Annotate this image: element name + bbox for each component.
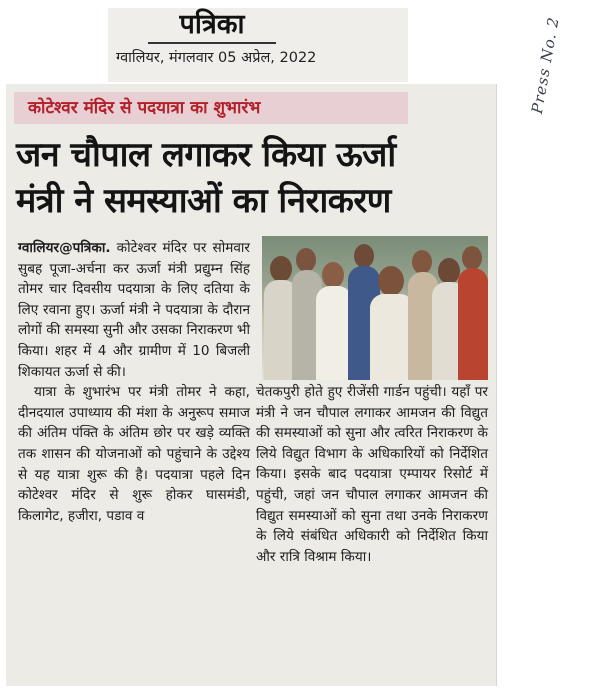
article-column-2 (256, 382, 488, 567)
article-column-1 (18, 238, 250, 526)
article-headline (16, 132, 486, 224)
paragraph-3: चेतकपुरी होते हुए रीजेंसी गार्डन पहुंची। यहाँ पर मंत्री ने जन चौपाल लगाकर आमजन की विद्युत की समस्याओं को सुना और त्वरित निराकरण के लिये विद्युत विभाग के अधिकारियों को निर्देशित किया। इसके बाद पदयात्रा एम्पायर रिसोर्ट में पहुंची, जहां जन चौपाल लगाकर आमजन की विद्युत समस्याओं को सुना तथा उनके निराकरण के लिये संबंधित अधिकारी को निर्देशित किया और रात्रि विश्राम किया। (256, 384, 488, 565)
byline: ग्वालियर@पत्रिका. (18, 240, 111, 256)
newspaper-logo: पत्रिका (148, 8, 276, 44)
paragraph-2: यात्रा के शुभारंभ पर मंत्री तोमर ने कहा, दीनदयाल उपाध्याय की मंशा के अनुरूप समाज की अंतिम पंक्ति के अंतिम छोर पर खड़े व्यक्ति तक शासन की योजनाओं को पहुंचाने के उद्देश्य से यह यात्रा शुरू की है। पदयात्रा पहले दिन कोटेश्वर मंदिर से शुरू होकर घासमंडी, किलागेट, हजीरा, पडाव व (18, 384, 250, 524)
paragraph-1-text: कोटेश्वर मंदिर पर सोमवार सुबह पूजा-अर्चना कर ऊर्जा मंत्री प्रद्युम्न सिंह तोमर चार दिवसीय पदयात्रा के लिए दतिया के लिए रवाना हुए। ऊर्जा मंत्री ने पदयात्रा के दौरान लोगों की समस्या सुनी और उसका निराकरण भी किया। शहर में 4 और ग्रामीण में 10 बिजली शिकायत ऊर्जा से की। (18, 240, 250, 380)
news-photo (262, 236, 488, 380)
headline-line-2: मंत्री ने समस्याओं का निराकरण (16, 181, 391, 221)
paragraph-1 (18, 238, 250, 382)
headline-line-1: जन चौपाल लगाकर किया ऊर्जा (16, 135, 396, 175)
handwritten-annotation: Press No. 2 (528, 15, 563, 116)
article-kicker: कोटेश्वर मंदिर से पदयात्रा का शुभारंभ (14, 92, 408, 124)
dateline: ग्वालियर, मंगलवार 05 अप्रेल, 2022 (116, 50, 317, 66)
